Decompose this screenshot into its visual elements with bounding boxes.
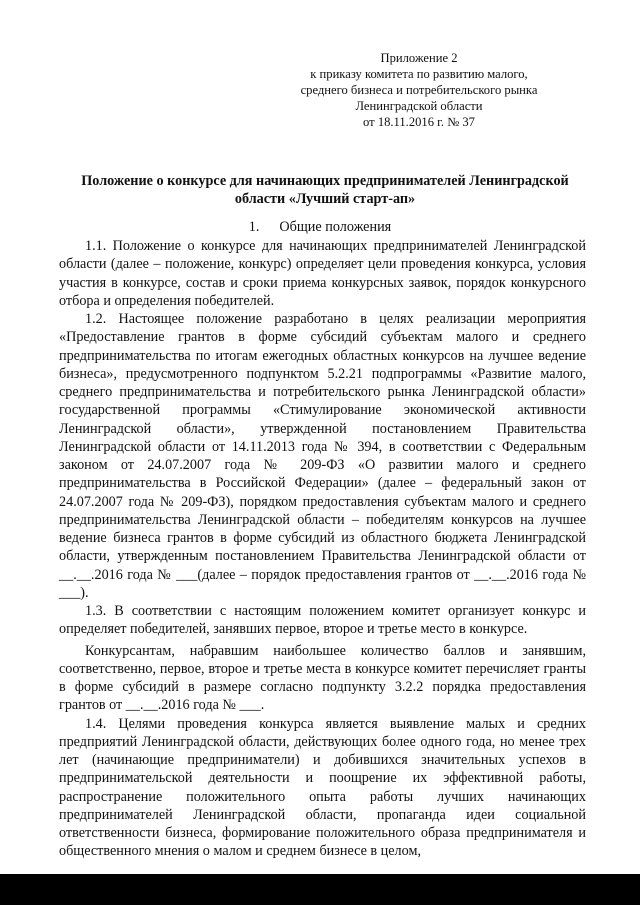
section-title: Общие положения — [279, 219, 392, 235]
paragraph-1-2: 1.2. Настоящее положение разработано в целях реализации мероприятия «Предоставление грантов в форме субсидий субъектам малого и среднего предпринимательства по итогам ежегодных областных конкурсов на лучшее ведение бизнеса», предусмотренного подпунктом 5.2.21 подпрограммы «Развитие малого, среднего предпринимательства и потребительского рынка Ленинградской области» государственной программы «Стимулирование экономической активности Ленинградской области», утвержденной постановлением Правительства Ленинградской области от 14.11.2013 года № 394, в соответствии с Федеральным законом от 24.07.2007 года № 209-ФЗ «О развитии малого и среднего предпринимательства в Российской Федерации» (далее – федеральный закон от 24.07.2007 года № 209-ФЗ), порядком предоставления субъектам малого и среднего предпринимательства Ленинградской области – победителям конкурсов на лучшее ведение бизнеса грантов в форме субсидий из областного бюджета Ленинградской области, утвержденным постановлением Правительства Ленинградской области от __.__.2016 года № ___(далее – порядок предоставления грантов от __.__.2016 года № ___). — [59, 311, 586, 601]
appendix-header — [254, 50, 584, 130]
paragraph-1-1: 1.1. Положение о конкурсе для начинающих предпринимателей Ленинградской области (далее – положение, конкурс) определяет цели проведения конкурса, условия участия в конкурсе, состав и сроки приема конкурсных заявок, порядок конкурсного отбора и определения победителей. — [59, 238, 586, 309]
appendix-line: к приказу комитета по развитию малого, — [310, 67, 528, 81]
section-number: 1. — [248, 219, 260, 235]
body-text — [59, 237, 586, 861]
paragraph-1-4: 1.4. Целями проведения конкурса является выявление малых и средних предприятий Ленинградской области, действующих более одного года, но менее трех лет (начинающие предприниматели) и добившихся значительных успехов в предпринимательской деятельности и поощрение их эффективной работы, распространение положительного опыта работы лучших начинающих предпринимателей Ленинградской области, пропаганда идеи социальной ответственности бизнеса, формирование положительного образа предпринимателя и общественного мнения о малом и среднем бизнесе в целом, — [59, 715, 586, 860]
appendix-line: Ленинградской области — [355, 99, 483, 113]
section-heading — [0, 218, 640, 236]
appendix-line: от 18.11.2016 г. № 37 — [363, 115, 475, 129]
paragraph-1-3: 1.3. В соответствии с настоящим положением комитет организует конкурс и определяет победителей, занявших первое, второе и третье место в конкурсе. — [59, 603, 586, 638]
appendix-line: среднего бизнеса и потребительского рынка — [300, 83, 538, 97]
scan-border — [0, 874, 640, 905]
document-title: Положение о конкурсе для начинающих предпринимателей Ленинградской области «Лучший старт-ап» — [81, 173, 569, 207]
paragraph-grants: Конкурсантам, набравшим наибольшее количество баллов и занявшим, соответственно, первое, второе и третье места в конкурсе комитет перечисляет гранты в форме субсидий в размере согласно подпункту 3.2.2 порядка предоставления грантов от __.__.2016 года № ___. — [59, 642, 586, 714]
appendix-line: Приложение 2 — [380, 51, 458, 65]
